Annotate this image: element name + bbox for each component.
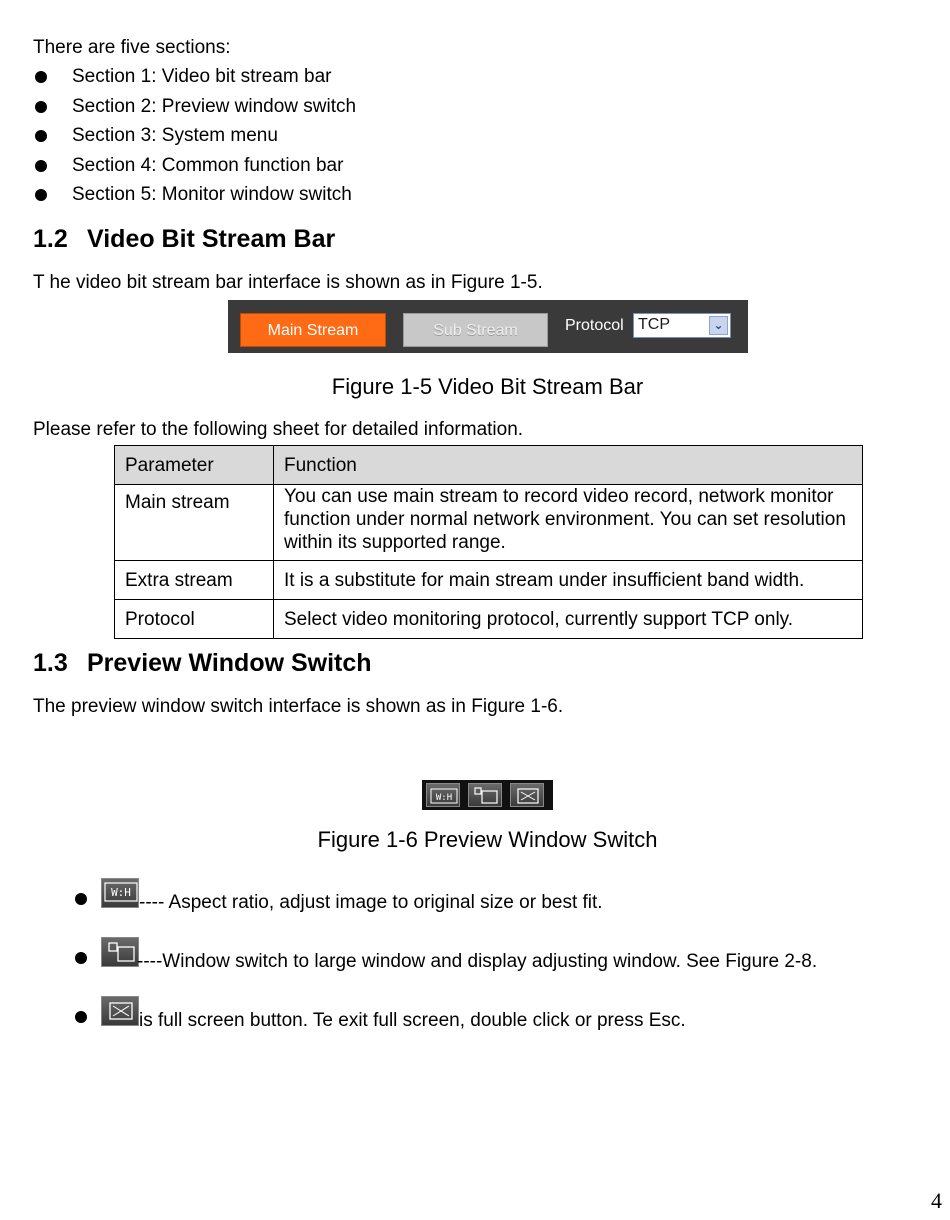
video-bit-stream-bar <box>228 300 748 353</box>
list-item <box>33 184 356 214</box>
list-item <box>33 66 356 96</box>
table-cell: You can use main stream to record video record, network monitor function under normal network environment. You can set resolution within its supported range. <box>274 485 863 561</box>
heading-number: 1.3 <box>33 649 68 677</box>
bullet-icon <box>75 893 87 905</box>
main-stream-button[interactable]: Main Stream <box>240 313 386 347</box>
section-label: Section 4: Common function bar <box>72 154 344 176</box>
list-item <box>33 125 356 155</box>
protocol-label: Protocol <box>565 317 624 334</box>
bullet-icon <box>35 160 47 172</box>
table-cell: Select video monitoring protocol, currently support TCP only. <box>274 600 863 639</box>
bullet-aspect-text: ---- Aspect ratio, adjust image to original size or best fit. <box>139 892 603 913</box>
fullscreen-icon <box>101 996 139 1026</box>
table-cell: Extra stream <box>115 561 274 600</box>
table-cell: Protocol <box>115 600 274 639</box>
paragraph-1-3: The preview window switch interface is shown as in Figure 1-6. <box>33 696 564 717</box>
sections-list <box>33 66 356 214</box>
window-switch-icon[interactable] <box>468 783 502 807</box>
fullscreen-icon[interactable] <box>510 783 544 807</box>
table-row <box>115 600 863 639</box>
heading-title: Video Bit Stream Bar <box>87 225 336 253</box>
heading-number: 1.2 <box>33 225 68 253</box>
section-label: Section 1: Video bit stream bar <box>72 66 332 87</box>
page-number: 4 <box>931 1188 942 1213</box>
table-header-cell: Parameter <box>115 446 274 485</box>
table-row <box>115 485 863 561</box>
list-item <box>33 96 356 126</box>
parameter-table <box>114 445 863 639</box>
figure-caption-1-6: Figure 1-6 Preview Window Switch <box>317 827 658 852</box>
table-header-cell: Function <box>274 446 863 485</box>
chevron-down-icon[interactable]: ⌄ <box>709 316 728 335</box>
paragraph-refer: Please refer to the following sheet for detailed information. <box>33 419 524 440</box>
preview-window-switch-bar <box>422 780 553 810</box>
section-label: Section 5: Monitor window switch <box>72 184 352 205</box>
heading-title: Preview Window Switch <box>87 649 372 677</box>
heading-1-2 <box>33 224 335 254</box>
bullet-icon <box>35 189 47 201</box>
intro-text: There are five sections: <box>33 37 231 58</box>
sub-stream-button[interactable]: Sub Stream <box>403 313 548 347</box>
aspect-ratio-icon <box>101 878 139 908</box>
svg-text:W:H: W:H <box>435 793 453 803</box>
section-label: Section 3: System menu <box>72 125 278 146</box>
figure-caption-1-5: Figure 1-5 Video Bit Stream Bar <box>331 374 644 399</box>
table-cell: Main stream <box>115 485 274 561</box>
bullet-icon <box>75 952 87 964</box>
bullet-icon <box>35 71 47 83</box>
heading-1-3 <box>33 648 372 678</box>
protocol-select[interactable] <box>633 313 731 338</box>
bullet-icon <box>35 130 47 142</box>
protocol-value: TCP <box>638 316 670 333</box>
table-row <box>115 561 863 600</box>
window-switch-icon <box>101 937 139 967</box>
table-header-row <box>115 446 863 485</box>
list-item <box>33 155 356 185</box>
paragraph-1-2: T he video bit stream bar interface is shown as in Figure 1-5. <box>33 272 543 293</box>
bullet-fullscreen-text: is full screen button. Te exit full screen, double click or press Esc. <box>139 1010 686 1031</box>
bullet-icon <box>75 1011 87 1023</box>
section-label: Section 2: Preview window switch <box>72 95 357 117</box>
svg-text:W:H: W:H <box>111 886 131 899</box>
bullet-window-text: ----Window switch to large window and display adjusting window. See Figure 2-8. <box>137 951 818 972</box>
bullet-icon <box>35 101 47 113</box>
aspect-ratio-icon[interactable] <box>426 783 460 807</box>
table-cell: It is a substitute for main stream under insufficient band width. <box>274 561 863 600</box>
